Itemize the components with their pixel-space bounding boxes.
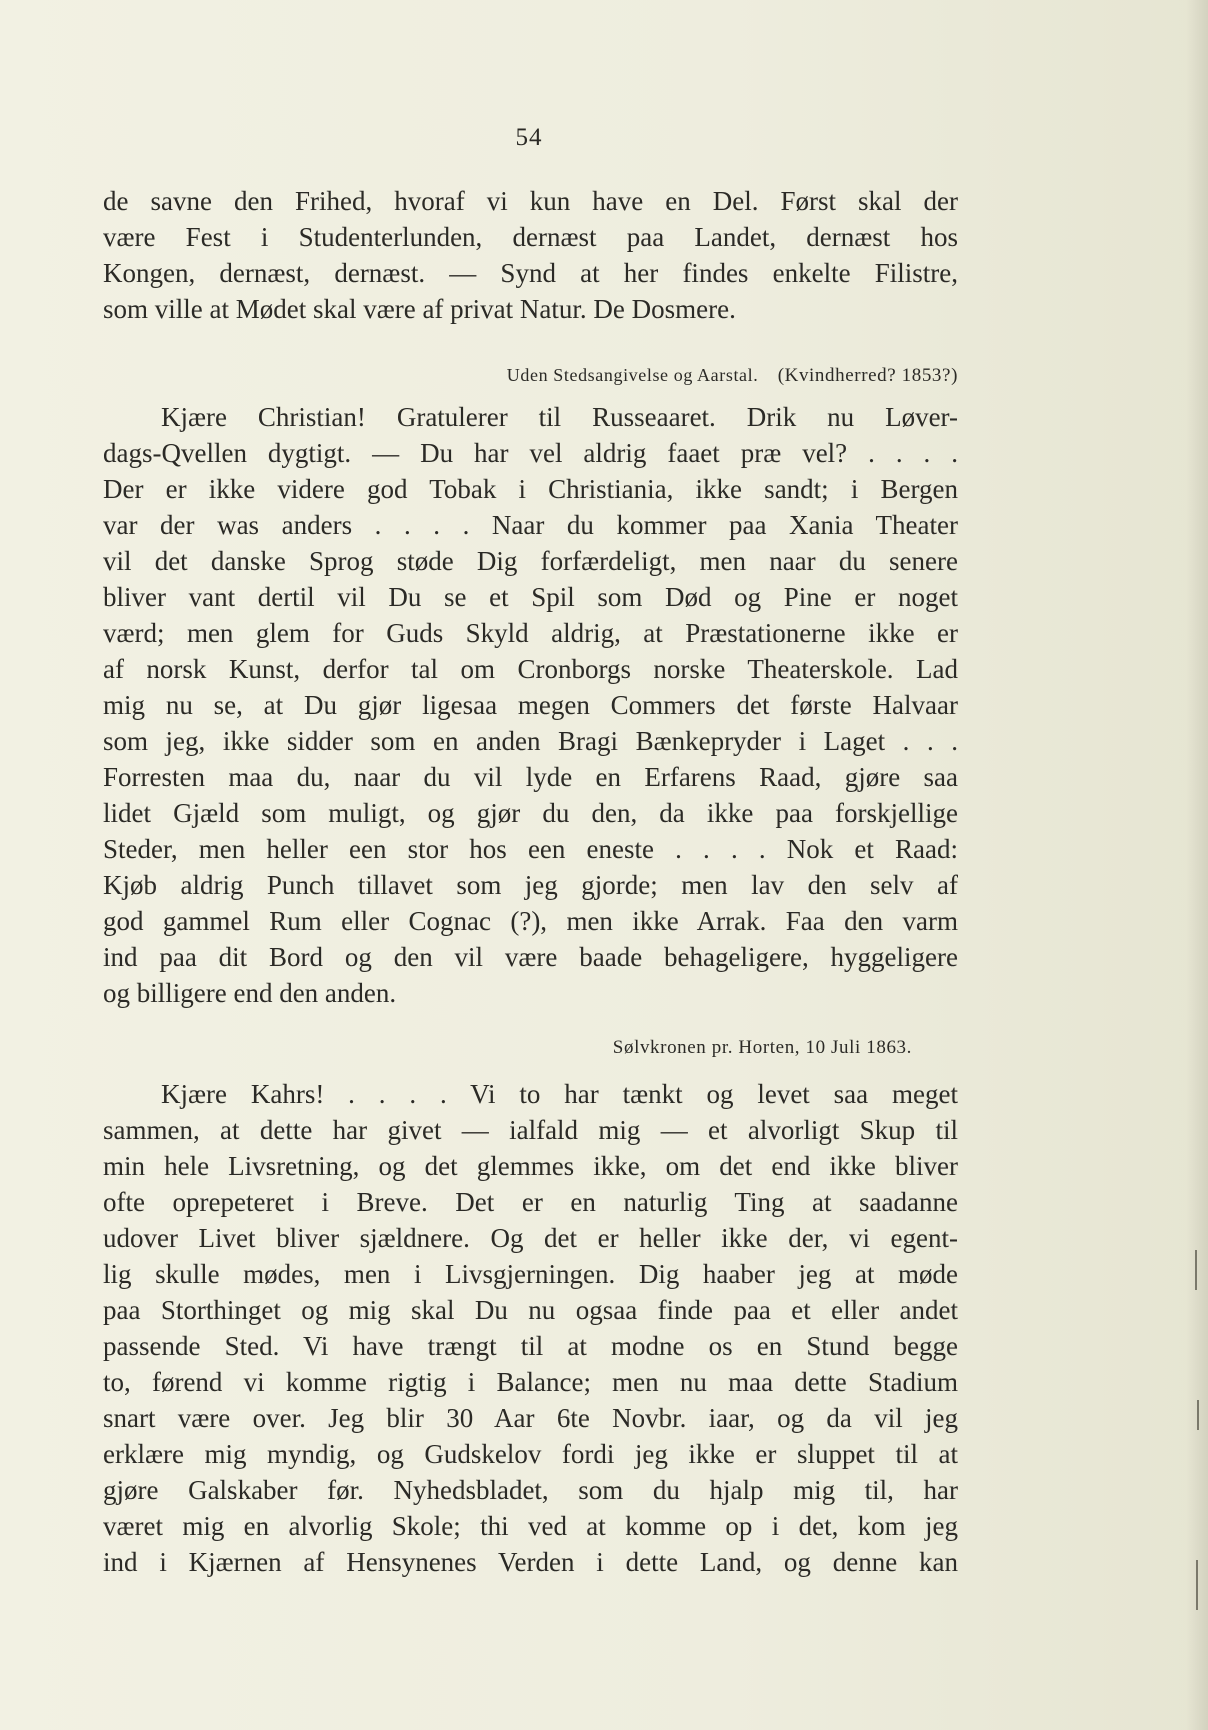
text-line: passende Sted. Vi have trængt til at modne os en Stund begge bbox=[103, 1331, 958, 1361]
letter-2-body bbox=[103, 1076, 958, 1580]
text-line: dags-Qvellen dygtigt. — Du har vel aldrig faaet præ vel? . . . . bbox=[103, 438, 958, 468]
text-line: og billigere end den anden. bbox=[103, 978, 397, 1008]
text-line: paa Storthinget og mig skal Du nu ogsaa finde paa et eller andet bbox=[103, 1295, 958, 1325]
text-line: god gammel Rum eller Cognac (?), men ikke Arrak. Faa den varm bbox=[103, 906, 958, 936]
text-line: af norsk Kunst, derfor tal om Cronborgs norske Theaterskole. Lad bbox=[103, 654, 958, 684]
letter-1-body bbox=[103, 399, 958, 1011]
text-line: værd; men glem for Guds Skyld aldrig, at Præstationerne ikke er bbox=[103, 618, 958, 648]
text-line: snart være over. Jeg blir 30 Aar 6te Novbr. iaar, og da vil jeg bbox=[103, 1403, 958, 1433]
text-line: min hele Livsretning, og det glemmes ikke, om det end ikke bliver bbox=[103, 1151, 958, 1181]
text-line: som jeg, ikke sidder som en anden Bragi Bænkepryder i Laget . . . bbox=[103, 726, 958, 756]
margin-mark bbox=[1197, 1400, 1199, 1430]
text-line: Kjøb aldrig Punch tillavet som jeg gjorde; men lav den selv af bbox=[103, 870, 958, 900]
letter-1-place: Uden Stedsangivelse og Aarstal. bbox=[506, 365, 759, 385]
margin-mark bbox=[1195, 1250, 1197, 1290]
text-line: var der was anders . . . . Naar du kommer paa Xania Theater bbox=[103, 510, 958, 540]
text-line: sammen, at dette har givet — ialfald mig — et alvorligt Skup til bbox=[103, 1115, 958, 1145]
text-line: Forresten maa du, naar du vil lyde en Erfarens Raad, gjøre saa bbox=[103, 762, 958, 792]
margin-mark bbox=[1196, 1560, 1198, 1610]
letter-1-heading bbox=[0, 365, 958, 387]
text-line: lig skulle mødes, men i Livsgjerningen. Dig haaber jeg at møde bbox=[103, 1259, 958, 1289]
page-number: 54 bbox=[515, 124, 543, 151]
text-line: været mig en alvorlig Skole; thi ved at komme op i det, kom jeg bbox=[103, 1511, 958, 1541]
text-line: ofte oprepeteret i Breve. Det er en naturlig Ting at saadanne bbox=[103, 1187, 958, 1217]
text-line: Steder, men heller een stor hos een eneste . . . . Nok et Raad: bbox=[103, 834, 958, 864]
text-line: bliver vant dertil vil Du se et Spil som Død og Pine er noget bbox=[103, 582, 958, 612]
text-line: Kongen, dernæst, dernæst. — Synd at her findes enkelte Filistre, bbox=[103, 258, 958, 288]
text-line: være Fest i Studenterlunden, dernæst paa Landet, dernæst hos bbox=[103, 222, 958, 252]
text-line: Der er ikke videre god Tobak i Christiania, ikke sandt; i Bergen bbox=[103, 474, 958, 504]
text-line: som ville at Mødet skal være af privat Natur. De Dosmere. bbox=[103, 294, 736, 324]
text-line: to, førend vi komme rigtig i Balance; men nu maa dette Stadium bbox=[103, 1367, 958, 1397]
text-line: erklære mig myndig, og Gudskelov fordi jeg ikke er sluppet til at bbox=[103, 1439, 958, 1469]
text-line: ind paa dit Bord og den vil være baade behageligere, hyggeligere bbox=[103, 942, 958, 972]
letter-1-note: (Kvindherred? 1853?) bbox=[777, 365, 958, 386]
page-edge-shadow bbox=[1186, 0, 1208, 1730]
text-line: gjøre Galskaber før. Nyhedsbladet, som du hjalp mig til, har bbox=[103, 1475, 958, 1505]
text-line: Kjære Christian! Gratulerer til Russeaaret. Drik nu Løver- bbox=[161, 402, 958, 432]
text-line: mig nu se, at Du gjør ligesaa megen Commers det første Halvaar bbox=[103, 690, 958, 720]
text-line: ind i Kjærnen af Hensynenes Verden i dette Land, og denne kan bbox=[103, 1547, 958, 1577]
letter-2-heading: Sølvkronen pr. Horten, 10 Juli 1863. bbox=[612, 1037, 912, 1058]
text-line: Kjære Kahrs! . . . . Vi to har tænkt og levet saa meget bbox=[161, 1079, 958, 1109]
text-line: vil det danske Sprog støde Dig forfærdeligt, men naar du senere bbox=[103, 546, 958, 576]
text-line: lidet Gjæld som muligt, og gjør du den, da ikke paa forskjellige bbox=[103, 798, 958, 828]
text-line: de savne den Frihed, hvoraf vi kun have en Del. Først skal der bbox=[103, 186, 958, 216]
text-line: udover Livet bliver sjældnere. Og det er heller ikke der, vi egent- bbox=[103, 1223, 958, 1253]
paragraph-continuation bbox=[103, 183, 958, 327]
